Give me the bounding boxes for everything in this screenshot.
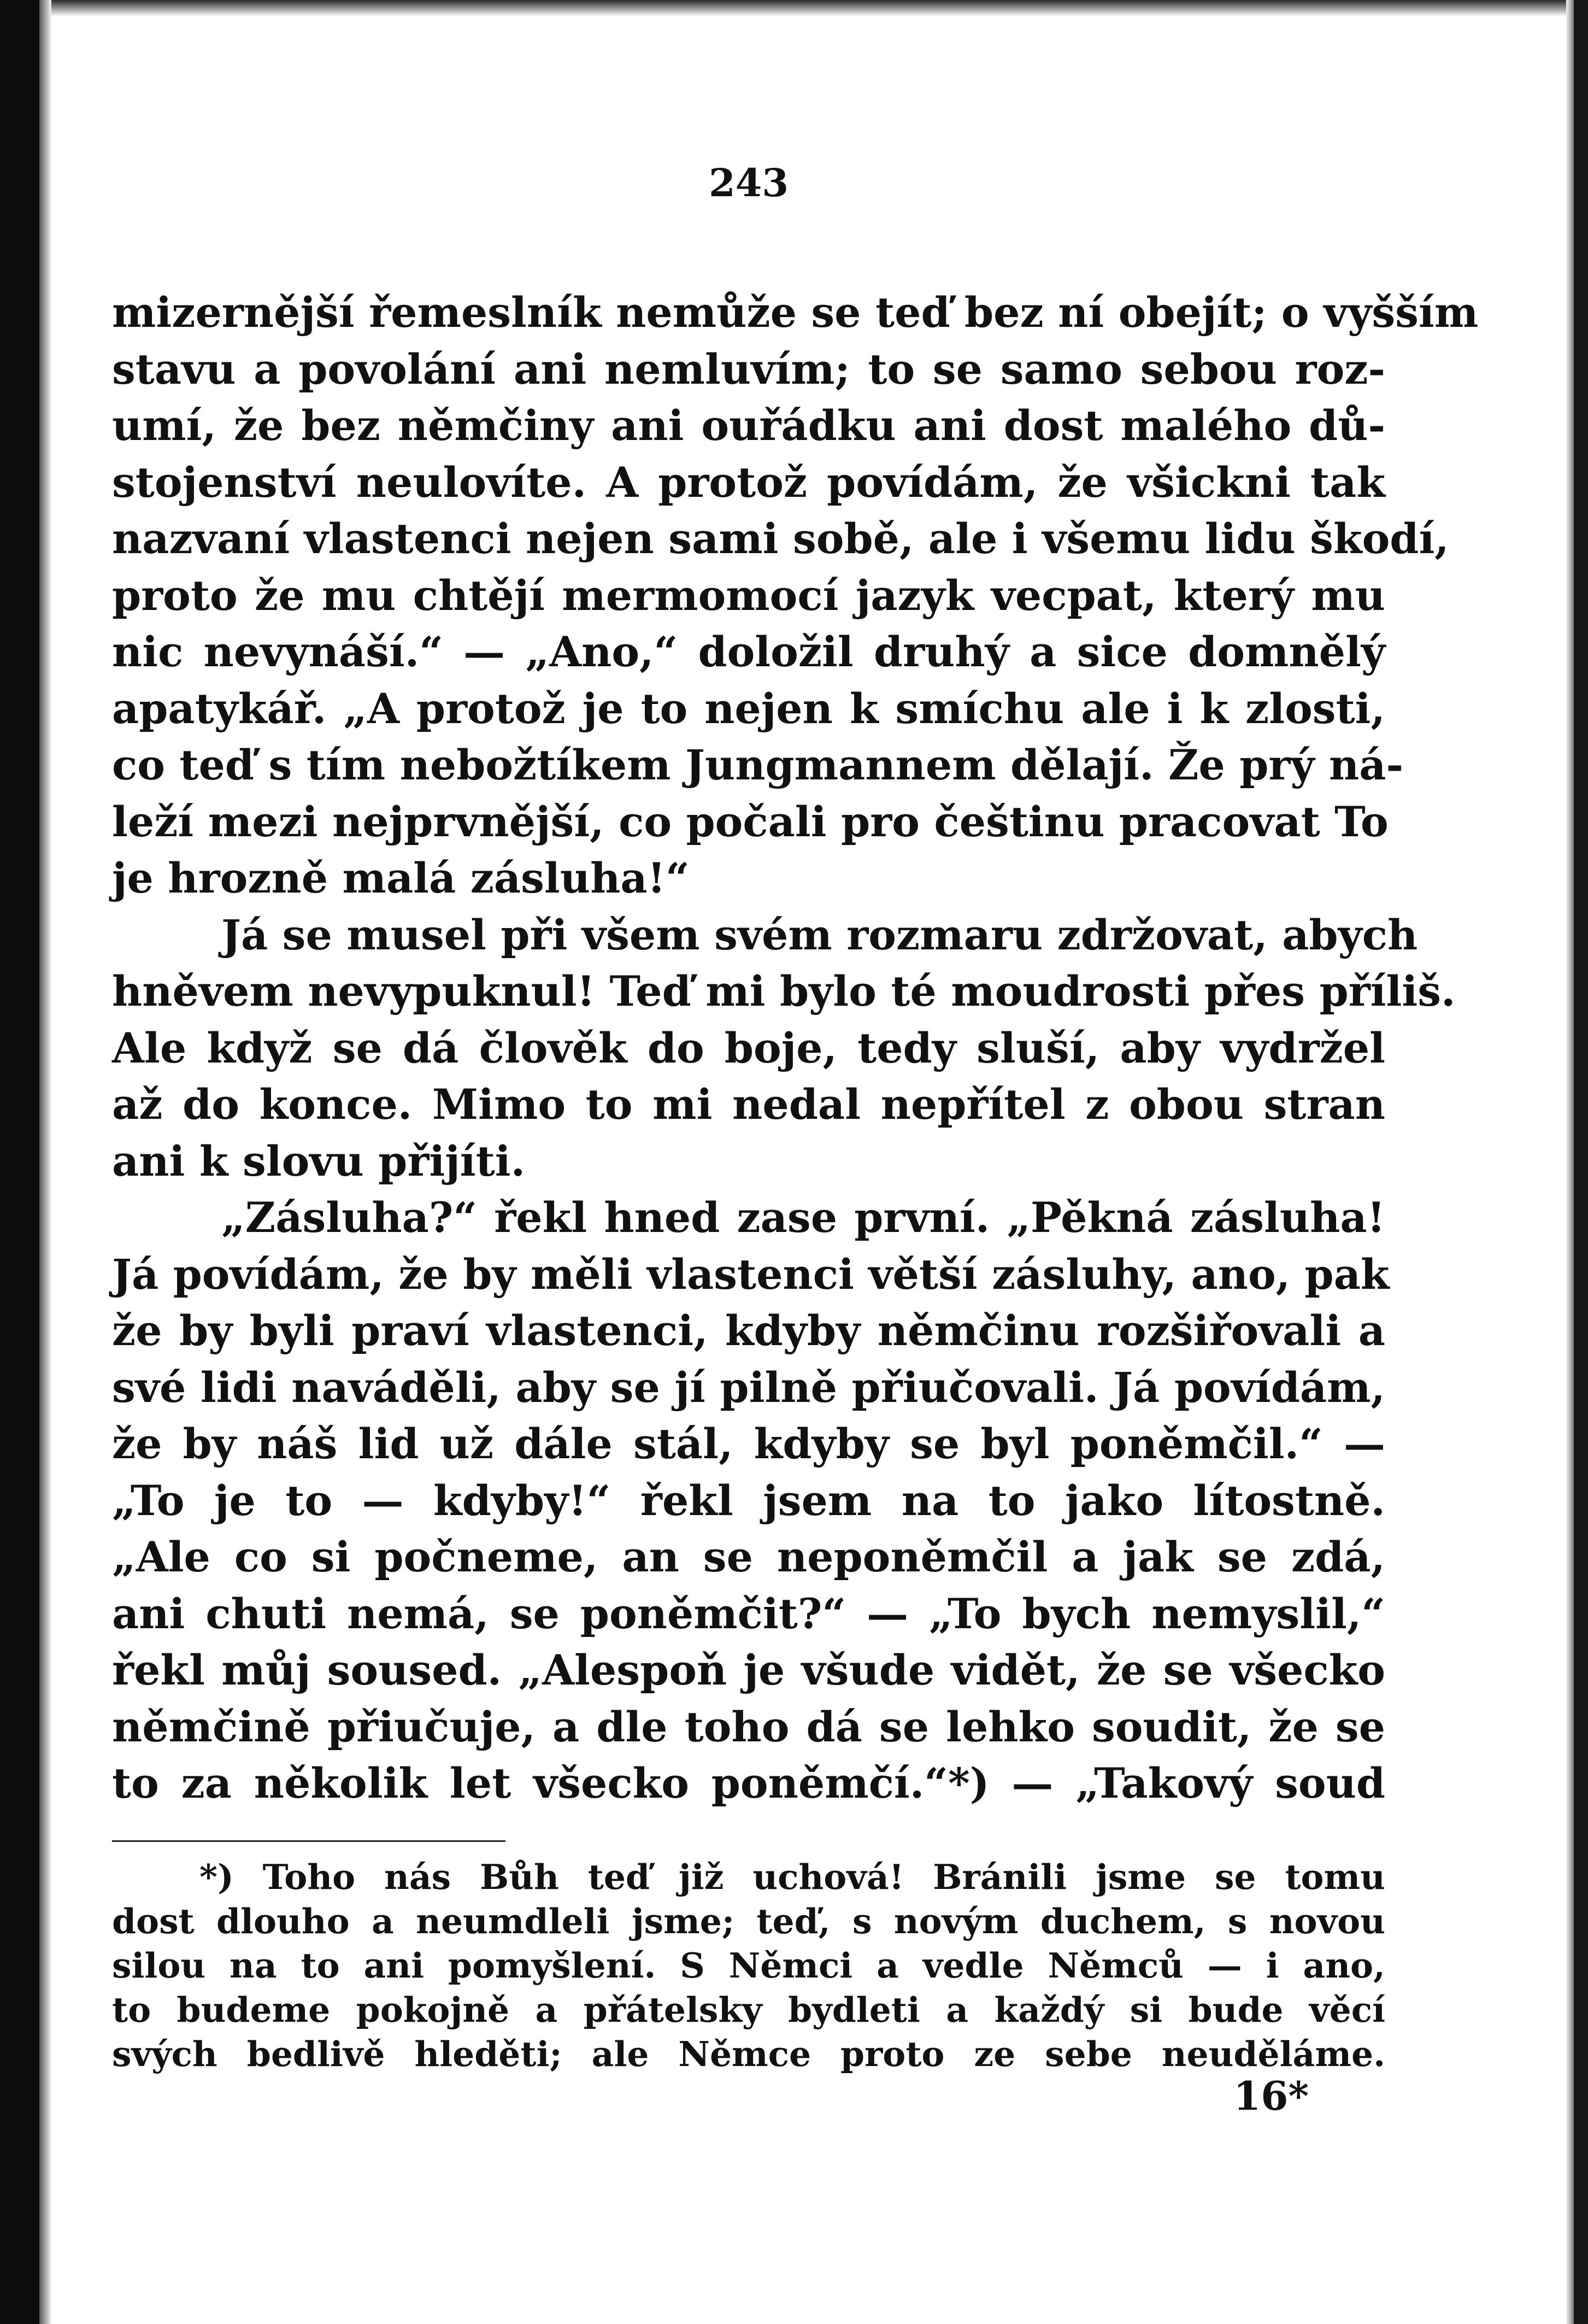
text-line: Já se musel při všem svém rozmaru zdržovat, abych xyxy=(221,910,1418,959)
scan-shadow-right xyxy=(1566,0,1574,2324)
text-line: že by byli praví vlastenci, kdyby němčinu rozšiřovali a xyxy=(112,1306,1385,1355)
scan-shadow-left xyxy=(39,0,51,2324)
text-line: je hrozně malá zásluha!“ xyxy=(112,854,690,902)
text-line: Já povídám, že by měli vlastenci větší zásluhy, ano, pak xyxy=(112,1249,1390,1299)
text-line: proto že mu chtějí mermomocí jazyk vecpat, který mu xyxy=(112,571,1385,620)
text-line: umí, že bez němčiny ani ouřádku ani dost malého dů- xyxy=(112,401,1385,450)
scan-border-top xyxy=(0,0,1588,16)
text-line: Ale když se dá člověk do boje, tedy sluší, aby vydržel xyxy=(112,1023,1385,1072)
text-line: co teď s tím nebožtíkem Jungmannem dělají. Že prý ná- xyxy=(112,741,1404,789)
text-line: „Zásluha?“ řekl hned zase první. „Pěkná zásluha! xyxy=(221,1193,1385,1242)
text-line: apatykář. „A protož je to nejen k smíchu ale i k zlosti, xyxy=(112,684,1385,733)
text-line: mizernější řemeslník nemůže se teď bez ní obejít; o vyšším xyxy=(112,288,1479,337)
footnote xyxy=(112,1855,1385,2076)
footnote-line: silou na to ani pomyšlení. S Němci a vedle Němců — i ano, xyxy=(112,1945,1385,1986)
scan-border-left xyxy=(0,0,39,2324)
text-line: své lidi naváděli, aby se jí pilně přiučovali. Já povídám, xyxy=(112,1363,1385,1412)
text-line: že by náš lid už dále stál, kdyby se byl poněmčil.“ — xyxy=(112,1419,1385,1468)
footnote-divider xyxy=(112,1840,505,1842)
text-line: němčině přiučuje, a dle toho dá se lehko soudit, že se xyxy=(112,1702,1385,1751)
footnote-line: *) Toho nás Bůh teď již uchová! Bránili jsme se tomu xyxy=(199,1856,1385,1897)
text-line: stojenství neulovíte. A protož povídám, že všickni tak xyxy=(112,457,1385,507)
footnote-line: svých bedlivě hleděti; ale Němce proto ze sebe neuděláme. xyxy=(112,2033,1385,2074)
text-line: „Ale co si počneme, an se neponěmčil a jak se zdá, xyxy=(112,1533,1385,1581)
book-page xyxy=(112,160,1479,2119)
page-number: 243 xyxy=(708,160,789,206)
text-line: nic nevynáší.“ — „Ano,“ doložil druhý a sice domnělý xyxy=(112,627,1385,676)
footnote-line: to budeme pokojně a přátelsky bydleti a každý si bude věcí xyxy=(112,1989,1385,2030)
body-text xyxy=(112,284,1479,1812)
text-line: až do konce. Mimo to mi nedal nepřítel z obou stran xyxy=(112,1080,1385,1129)
text-line: stavu a povolání ani nemluvím; to se samo sebou roz- xyxy=(112,344,1385,394)
text-line: to za několik let všecko poněmčí.“*) — „Takový soud xyxy=(112,1759,1385,1807)
printer-signature-mark: 16* xyxy=(1233,2072,1309,2119)
scan-border-right xyxy=(1574,0,1588,2324)
text-line: „To je to — kdyby!“ řekl jsem na to jako lítostně. xyxy=(112,1476,1385,1525)
text-line: leží mezi nejprvnější, co počali pro češtinu pracovat To xyxy=(112,797,1389,846)
text-line: řekl můj soused. „Alespoň je všude vidět, že se všecko xyxy=(112,1646,1385,1694)
text-line: ani k slovu přijíti. xyxy=(112,1136,526,1186)
text-line: hněvem nevypuknul! Teď mi bylo té moudrosti přes příliš. xyxy=(112,967,1456,1016)
text-line: nazvaní vlastenci nejen sami sobě, ale i všemu lidu škodí, xyxy=(112,514,1449,563)
footnote-line: dost dlouho a neumdleli jsme; teď, s novým duchem, s novou xyxy=(112,1900,1385,1941)
text-line: ani chuti nemá, se poněmčit?“ — „To bych nemyslil,“ xyxy=(112,1589,1385,1638)
